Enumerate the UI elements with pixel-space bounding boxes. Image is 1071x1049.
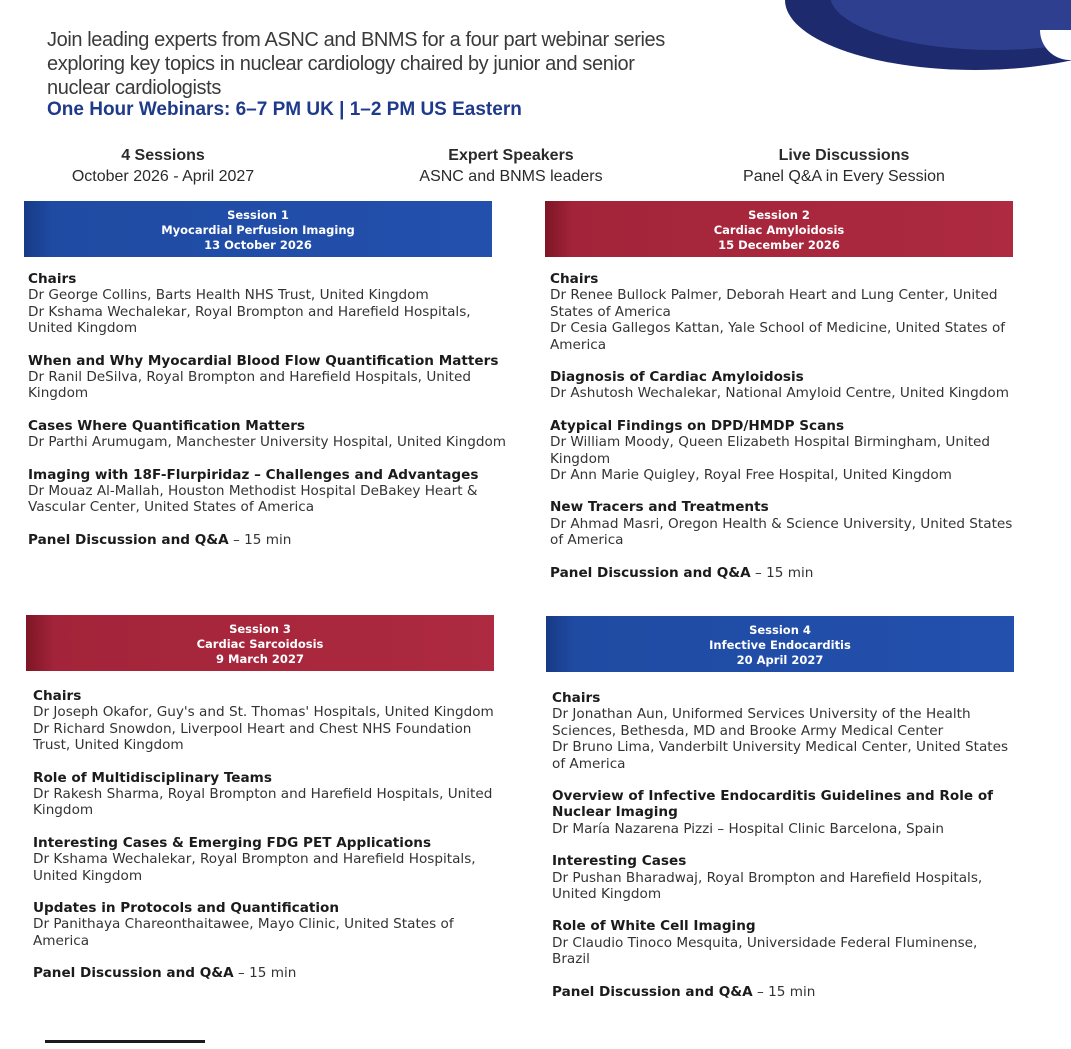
chair-entry: Dr Bruno Lima, Vanderbilt University Medical Center, United States of America (552, 739, 1009, 772)
talk-title: Interesting Cases & Emerging FDG PET Applications (33, 834, 432, 851)
session-label: Session 1 (227, 207, 289, 222)
chair-entry: Dr Joseph Okafor, Guy's and St. Thomas' Hospitals, United Kingdom (33, 704, 494, 721)
chairs-block (550, 271, 1020, 353)
speaker-entry: Dr Parthi Arumugam, Manchester University Hospital, United Kingdom (28, 434, 507, 451)
session-3-details (33, 688, 508, 982)
stat-subtitle: ASNC and BNMS leaders (419, 168, 603, 185)
chairs-block (28, 271, 508, 337)
stat-title: 4 Sessions (121, 147, 205, 164)
talk-title: When and Why Myocardial Blood Flow Quantification Matters (28, 352, 499, 369)
talk-title: Role of Multidisciplinary Teams (33, 769, 272, 786)
chairs-heading: Chairs (28, 271, 77, 287)
speaker-entry: Dr William Moody, Queen Elizabeth Hospital Birmingham, United Kingdom (550, 434, 991, 467)
session-topic: Myocardial Perfusion Imaging (161, 222, 355, 237)
session-3-banner (26, 615, 494, 671)
intro-text: Join leading experts from ASNC and BNMS for a four part webinar series exploring key topics in nuclear cardiology chaired by junior and senior nuclear cardiologists (47, 29, 665, 99)
speaker-entry: Dr Claudio Tinoco Mesquita, Universidade Federal Fluminense, Brazil (552, 934, 978, 968)
speaker-entry: Dr Mouaz Al-Mallah, Houston Methodist Hospital DeBakey Heart & Vascular Center, United States of America (28, 483, 478, 516)
speaker-entry: Dr Pushan Bharadwaj, Royal Brompton and Harefield Hospitals, United Kingdom (552, 869, 983, 903)
session-topic: Cardiac Sarcoidosis (196, 636, 324, 651)
stat-discussions (694, 146, 994, 188)
talk-block (33, 835, 508, 884)
talk-title: Imaging with 18F-Flurpiridaz – Challenges and Advantages (28, 466, 479, 483)
panel-title: Panel Discussion and Q&A (552, 983, 753, 1000)
session-label: Session 3 (229, 621, 291, 636)
stat-subtitle: October 2026 - April 2027 (71, 168, 255, 185)
chairs-heading: Chairs (33, 688, 82, 704)
talk-block (550, 499, 1020, 548)
session-date: 9 March 2027 (216, 651, 304, 666)
speaker-entry: Dr Ahmad Masri, Oregon Health & Science University, United States of America (550, 515, 1013, 549)
session-2-details (550, 271, 1020, 581)
chairs-block (33, 688, 508, 754)
panel-duration: – 15 min (750, 564, 814, 581)
session-topic: Cardiac Amyloidosis (713, 222, 845, 237)
panel-title: Panel Discussion and Q&A (28, 531, 229, 548)
webinar-times: One Hour Webinars: 6–7 PM UK | 1–2 PM US Eastern (47, 99, 522, 120)
panel-discussion (550, 565, 1020, 581)
chair-entry: Dr Cesia Gallegos Kattan, Yale School of Medicine, United States of America (550, 320, 1006, 353)
chair-entry: Dr Kshama Wechalekar, Royal Brompton and Harefield Hospitals, United Kingdom (28, 303, 471, 337)
talk-block (550, 418, 1020, 484)
panel-duration: – 15 min (228, 531, 292, 548)
talk-title: Atypical Findings on DPD/HMDP Scans (550, 417, 845, 434)
session-date: 15 December 2026 (718, 237, 840, 252)
session-4-details (552, 690, 1012, 1000)
session-4-banner (546, 616, 1014, 672)
talk-title: Diagnosis of Cardiac Amyloidosis (550, 369, 804, 386)
speaker-entry: Dr Ashutosh Wechalekar, National Amyloid Centre, United Kingdom (550, 385, 1009, 402)
stat-title: Live Discussions (778, 147, 910, 164)
stat-title: Expert Speakers (448, 147, 574, 164)
chair-entry: Dr Jonathan Aun, Uniformed Services University of the Health Sciences, Bethesda, MD and Brooke Army Medical Center (552, 706, 971, 739)
talk-title: Interesting Cases (552, 853, 687, 870)
panel-duration: – 15 min (752, 983, 816, 1000)
panel-title: Panel Discussion and Q&A (33, 965, 234, 982)
session-1-banner (24, 201, 492, 257)
talk-block (33, 770, 508, 819)
session-topic: Infective Endocarditis (709, 637, 851, 652)
panel-discussion (28, 532, 508, 548)
session-1-details (28, 271, 508, 548)
session-date: 20 April 2027 (736, 652, 824, 667)
session-2-banner (545, 201, 1013, 257)
stat-sessions (13, 146, 313, 188)
stat-speakers (361, 146, 661, 188)
speaker-entry: Dr Kshama Wechalekar, Royal Brompton and Harefield Hospitals, United Kingdom (33, 851, 476, 884)
talk-title: New Tracers and Treatments (550, 499, 769, 516)
chairs-heading: Chairs (550, 271, 599, 287)
talk-block (550, 369, 1020, 402)
chair-entry: Dr George Collins, Barts Health NHS Trust, United Kingdom (28, 287, 429, 304)
talk-block (28, 418, 508, 451)
panel-discussion (552, 984, 1012, 1000)
talk-block (33, 900, 508, 949)
speaker-entry: Dr Ann Marie Quigley, Royal Free Hospital, United Kingdom (550, 467, 952, 484)
talk-title: Role of White Cell Imaging (552, 918, 756, 935)
talk-block (552, 788, 1012, 837)
talk-title: Overview of Infective Endocarditis Guidelines and Role of Nuclear Imaging (552, 788, 994, 821)
stat-subtitle: Panel Q&A in Every Session (743, 168, 945, 185)
chair-entry: Dr Richard Snowdon, Liverpool Heart and Chest NHS Foundation Trust, United Kingdom (33, 720, 472, 754)
speaker-entry: Dr Rakesh Sharma, Royal Brompton and Harefield Hospitals, United Kingdom (33, 786, 493, 819)
session-label: Session 2 (748, 207, 810, 222)
talk-block (552, 853, 1012, 902)
talk-block (28, 467, 508, 516)
talk-title: Cases Where Quantification Matters (28, 417, 305, 434)
footer-logo-fragment (45, 1040, 205, 1049)
speaker-entry: Dr Ranil DeSilva, Royal Brompton and Harefield Hospitals, United Kingdom (28, 369, 471, 402)
talk-block (552, 918, 1012, 967)
panel-duration: – 15 min (233, 965, 297, 982)
panel-title: Panel Discussion and Q&A (550, 564, 751, 581)
session-date: 13 October 2026 (204, 237, 312, 252)
talk-block (28, 353, 508, 402)
speaker-entry: Dr Panithaya Chareonthaitawee, Mayo Clinic, United States of America (33, 916, 454, 949)
chair-entry: Dr Renee Bullock Palmer, Deborah Heart and Lung Center, United States of America (550, 287, 998, 320)
speaker-entry: Dr María Nazarena Pizzi – Hospital Clinic Barcelona, Spain (552, 820, 944, 837)
chairs-heading: Chairs (552, 690, 601, 706)
panel-discussion (33, 965, 508, 981)
talk-title: Updates in Protocols and Quantification (33, 900, 340, 917)
chairs-block (552, 690, 1012, 772)
session-label: Session 4 (749, 622, 811, 637)
